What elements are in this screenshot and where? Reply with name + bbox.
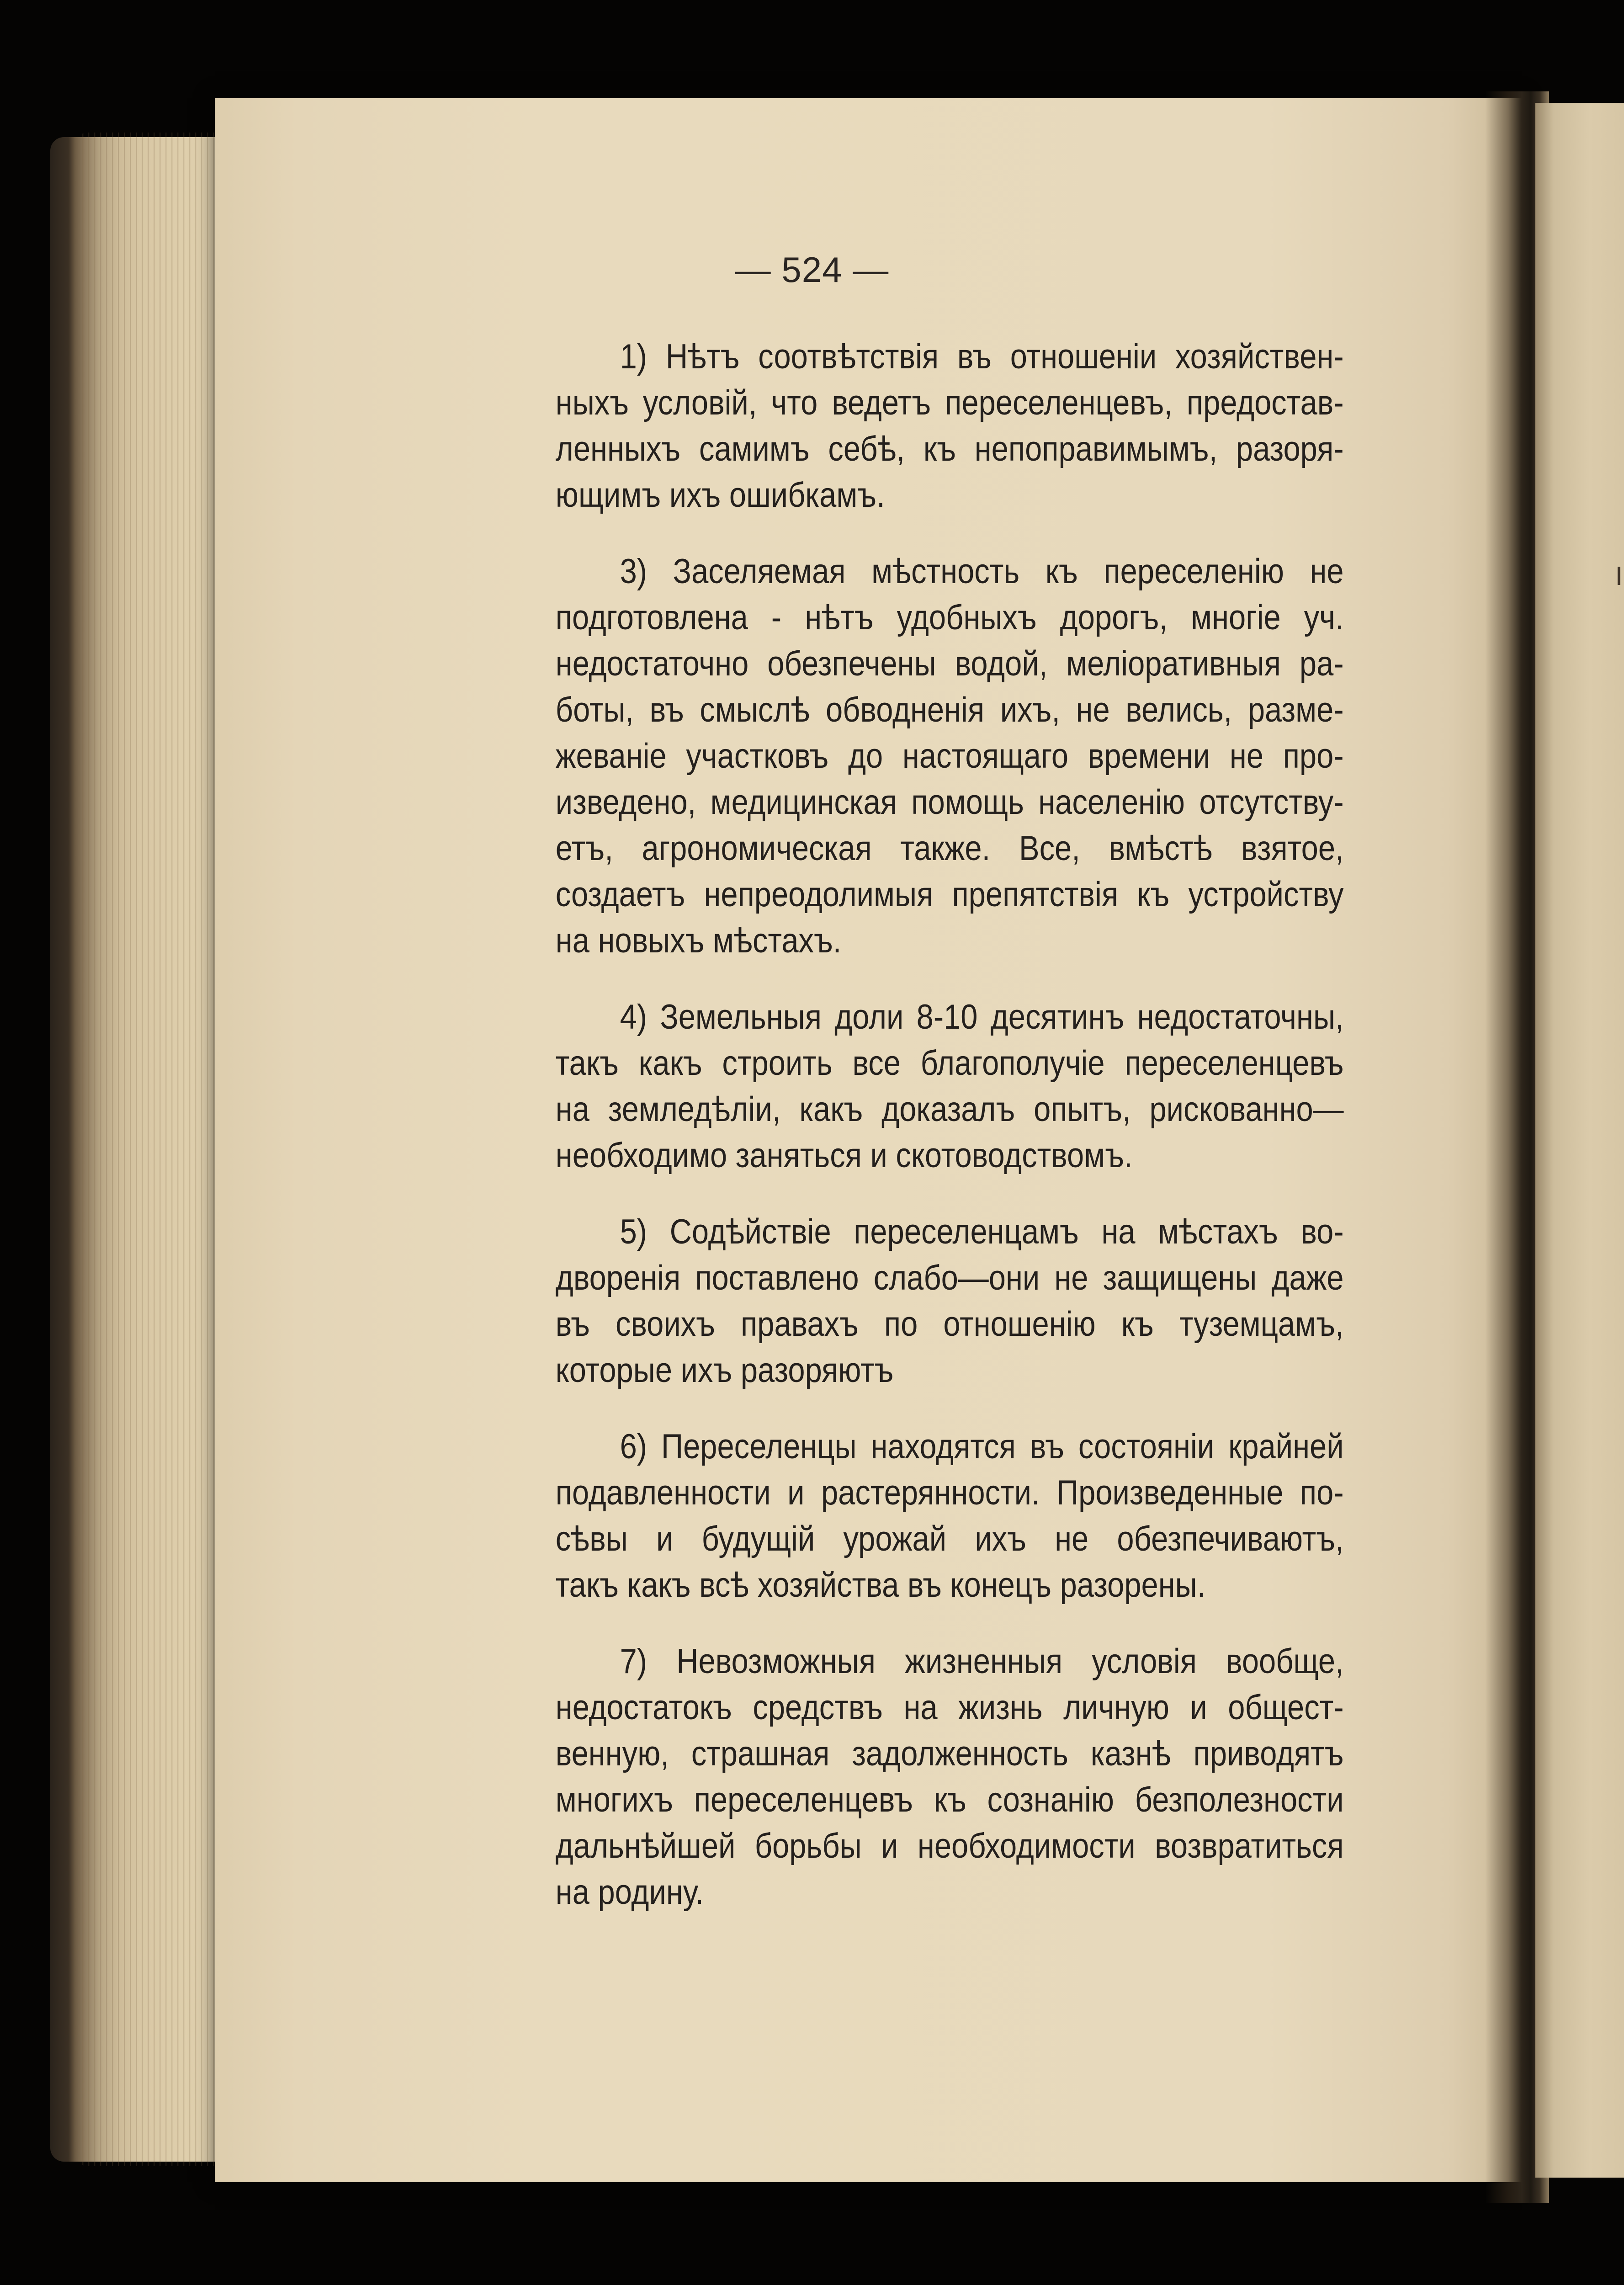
page-number: — 524 — [735,250,889,290]
text-line: такъ какъ строить все благополучіе переселенцевъ [555,1044,1344,1083]
text-line: жеваніе участковъ до настоящаго времени не про- [555,737,1344,776]
text-line: венную, страшная задолженность казнѣ приводятъ [555,1734,1344,1773]
text-line: многихъ переселенцевъ къ сознанію безполезности [555,1780,1344,1819]
text-line: которые ихъ разоряютъ [555,1351,894,1390]
text-line: ленныхъ самимъ себѣ, къ непоправимымъ, разоря- [555,430,1344,468]
text-line: 5) Содѣйствіе переселенцамъ на мѣстахъ во- [620,1212,1344,1251]
text-line: етъ, агрономическая также. Все, вмѣстѣ взятое, [555,829,1344,868]
text-line: недостаточно обезпечены водой, меліоративныя ра- [555,644,1344,683]
paragraph-p1 [491,334,1344,518]
text-line: ныхъ условій, что ведетъ переселенцевъ, предостав- [555,383,1344,422]
text-line: на земледѣліи, какъ доказалъ опытъ, рискованно— [555,1090,1344,1129]
paragraph-p5 [491,1209,1344,1393]
text-line: въ своихъ правахъ по отношенію къ туземцамъ, [555,1305,1344,1344]
text-line: подавленности и растерянности. Произведенные по- [555,1473,1344,1512]
text-line: подготовлена - нѣтъ удобныхъ дорогъ, многіе уч. [555,598,1344,637]
text-line: на новыхъ мѣстахъ. [555,921,842,960]
text-line: дальнѣйшей борьбы и необходимости возвратиться [555,1827,1344,1865]
text-line: создаетъ непреодолимыя препятствія къ устройству [555,875,1344,914]
text-line: 1) Нѣтъ соотвѣтствія въ отношеніи хозяйствен- [620,337,1344,376]
paragraph-p7 [491,1638,1344,1915]
text-line: 6) Переселенцы находятся въ состояніи крайней [620,1427,1344,1466]
text-line: такъ какъ всѣ хозяйства въ конецъ разорены. [555,1566,1206,1605]
text-line: недостатокъ средствъ на жизнь личную и общест- [555,1688,1344,1727]
facing-page-mark [1618,567,1620,585]
paragraph-p3 [491,548,1344,964]
text-line: дворенія поставлено слабо—они не защищены даже [555,1259,1344,1297]
text-line: боты, въ смыслѣ обводненія ихъ, не велись, разме- [555,691,1344,729]
text-line: сѣвы и будущій урожай ихъ не обезпечиваютъ, [555,1520,1344,1558]
text-line: 3) Заселяемая мѣстность къ переселенію не [620,552,1344,591]
text-line: необходимо заняться и скотоводствомъ. [555,1136,1133,1175]
text-line: 7) Невозможныя жизненныя условія вообще, [620,1642,1344,1681]
page-leaf-lines [78,133,233,2166]
text-line: ющимъ ихъ ошибкамъ. [555,476,885,515]
text-column [491,334,1344,1915]
facing-page [1535,103,1624,2178]
text-line: изведено, медицинская помощь населенію отсутству- [555,783,1344,822]
text-line: на родину. [555,1873,704,1912]
page-body-text [491,334,1344,1945]
paragraph-p6 [491,1424,1344,1608]
text-line: 4) Земельныя доли 8-10 десятинъ недостаточны, [620,998,1344,1036]
paragraph-p4 [491,994,1344,1179]
